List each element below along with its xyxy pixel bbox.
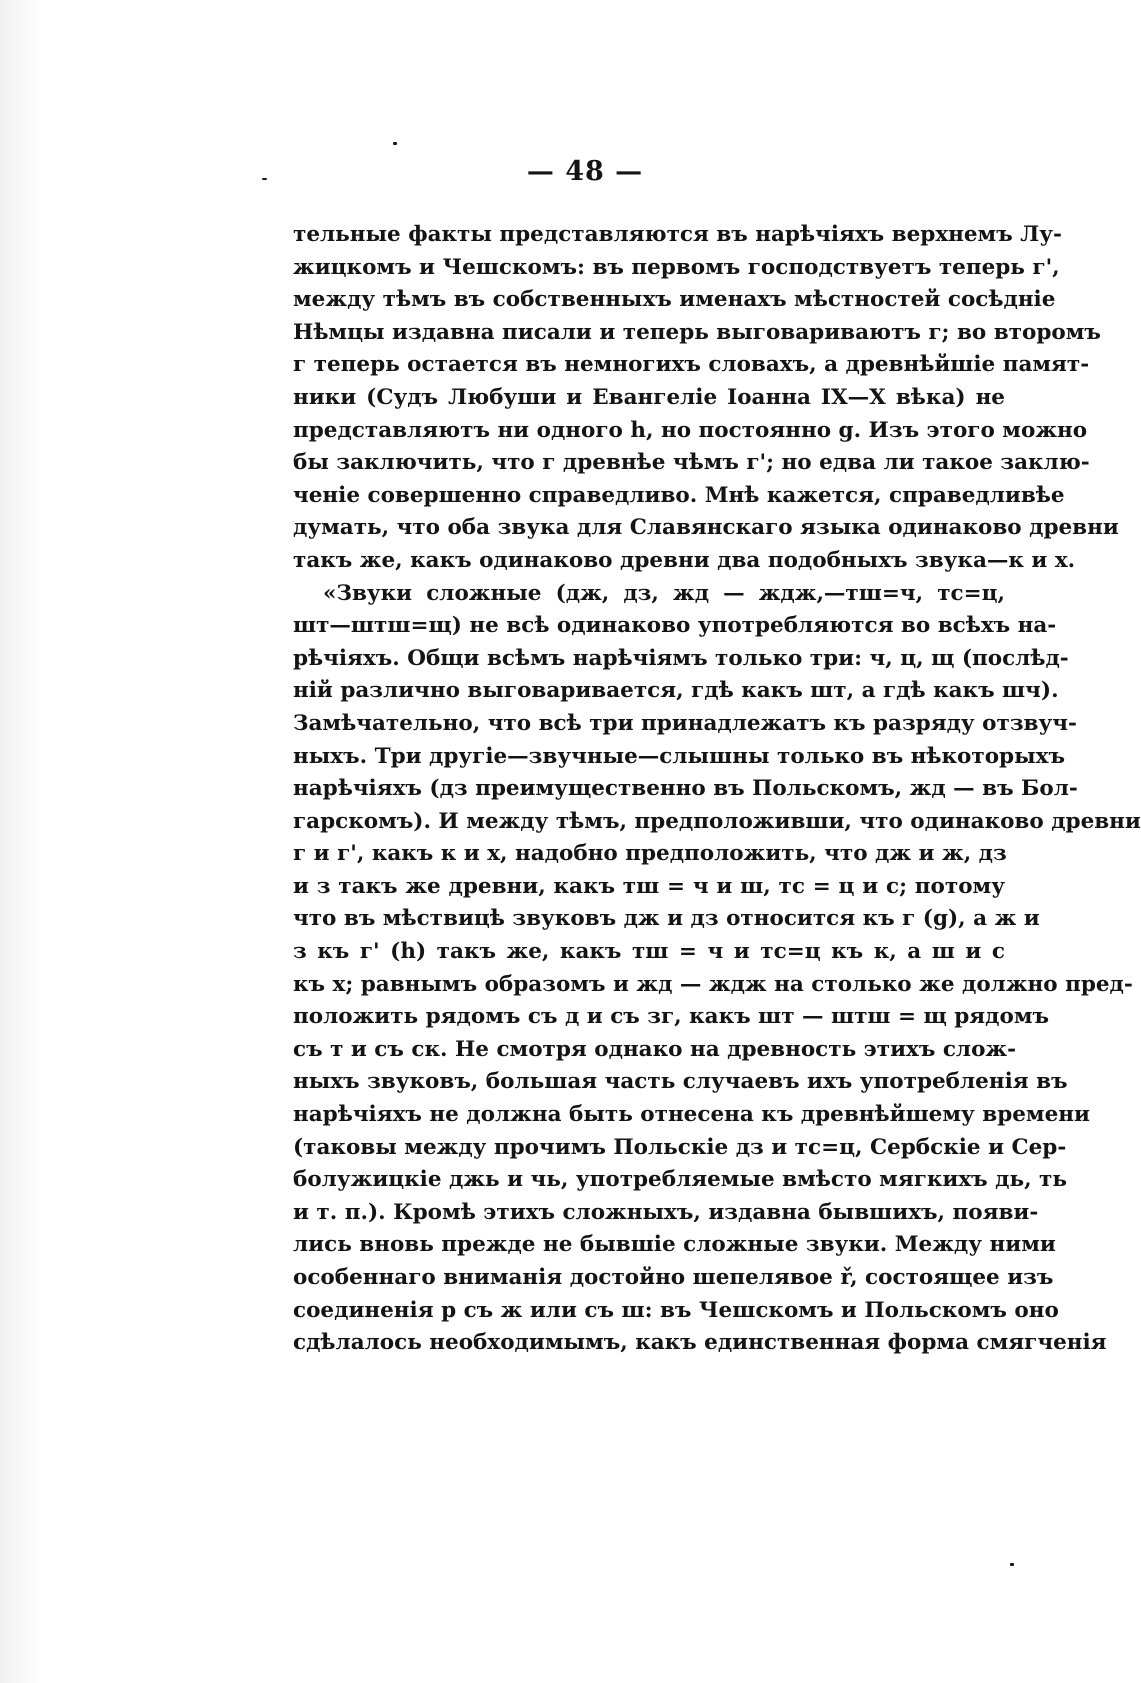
text-line: и з такъ же древни, какъ тш = ч и ш, тс = ц и с; потому bbox=[293, 873, 1005, 899]
text-line: думать, что оба звука для Славянскаго языка одинаково древни bbox=[293, 515, 1119, 541]
text-line: къ х; равнымъ образомъ и жд — ждж на столько же должно пред- bbox=[293, 971, 1133, 997]
text-line: з къ г' (h) такъ же, какъ тш = ч и тс=ц къ к, а ш и с bbox=[293, 939, 1005, 965]
text-line: ники (Судъ Любуши и Евангеліе Іоанна IX—X вѣка) не bbox=[293, 384, 1005, 410]
text-line: что въ мѣствицѣ звуковъ дж и дз относится къ г (g), а ж и bbox=[293, 906, 1040, 932]
text-line: тельные факты представляются въ нарѣчіяхъ верхнемъ Лу- bbox=[293, 222, 1062, 247]
text-line: жицкомъ и Чешскомъ: въ первомъ господствуетъ теперь г', bbox=[293, 254, 1060, 280]
text-line: бы заключить, что г древнѣе чѣмъ г'; но едва ли такое заклю- bbox=[293, 450, 1090, 476]
text-line: г и г', какъ к и х, надобно предположить, что дж и ж, дз bbox=[293, 841, 1007, 867]
text-line: нарѣчіяхъ не должна быть отнесена къ древнѣйшему времени bbox=[293, 1102, 1090, 1128]
text-line: и т. п.). Кромѣ этихъ сложныхъ, издавна бывшихъ, появи- bbox=[293, 1199, 1039, 1225]
page-number: — 48 — bbox=[526, 156, 644, 187]
text-line: (таковы между прочимъ Польскіе дз и тс=ц, Сербскіе и Сер- bbox=[293, 1134, 1067, 1160]
text-line-paragraph-end: такъ же, какъ одинаково древни два подобныхъ звука—к и х. bbox=[293, 547, 1076, 573]
text-line: положить рядомъ съ д и съ зг, какъ шт — штш = щ рядомъ bbox=[293, 1004, 1050, 1030]
text-line: лись вновь прежде не бывшіе сложные звуки. Между ними bbox=[293, 1232, 1056, 1258]
text-line: рѣчіяхъ. Общи всѣмъ нарѣчіямъ только три: ч, ц, щ (послѣд- bbox=[293, 645, 1069, 671]
text-line: болужицкіе джь и чь, употребляемые вмѣсто мягкихъ дь, ть bbox=[293, 1167, 1067, 1193]
text-line: особеннаго вниманія достойно шепелявое ř, состоящее изъ bbox=[293, 1265, 1054, 1290]
text-line: сдѣлалось необходимымъ, какъ единственная форма смягченія bbox=[293, 1330, 1107, 1356]
text-line: ній различно выговаривается, гдѣ какъ шт, а гдѣ какъ шч). bbox=[293, 678, 1059, 704]
text-line: нарѣчіяхъ (дз преимущественно въ Польскомъ, жд — въ Бол- bbox=[293, 776, 1078, 802]
text-line: г теперь остается въ немногихъ словахъ, а древнѣйшіе памят- bbox=[293, 352, 1090, 378]
text-line: соединенія р съ ж или съ ш: въ Чешскомъ и Польскомъ оно bbox=[293, 1297, 1059, 1323]
ink-speck bbox=[1010, 1563, 1014, 1566]
text-line: ныхъ звуковъ, большая часть случаевъ ихъ употребленія въ bbox=[293, 1069, 1068, 1095]
text-line: между тѣмъ въ собственныхъ именахъ мѣстностей сосѣдніе bbox=[293, 287, 1056, 313]
text-line: ныхъ. Три другіе—звучные—слышны только въ нѣкоторыхъ bbox=[293, 743, 1065, 769]
text-line: представляютъ ни одного h, но постоянно g. Изъ этого можно bbox=[293, 417, 1088, 443]
body-text bbox=[293, 219, 1141, 1360]
text-line: Замѣчательно, что всѣ три принадлежатъ къ разряду отзвуч- bbox=[293, 710, 1077, 736]
text-line: ченіе совершенно справедливо. Мнѣ кажется, справедливѣе bbox=[293, 482, 1065, 508]
text-line: съ т и съ ск. Не смотря однако на древность этихъ слож- bbox=[293, 1036, 1017, 1062]
text-line: Нѣмцы издавна писали и теперь выговариваютъ г; во второмъ bbox=[293, 319, 1101, 345]
page-edge-shadow bbox=[0, 0, 44, 1683]
ink-speck bbox=[393, 142, 397, 145]
text-line: гарскомъ). И между тѣмъ, предположивши, что одинаково древни bbox=[293, 808, 1141, 834]
text-line: шт—штш=щ) не всѣ одинаково употребляются во всѣхъ на- bbox=[293, 613, 1057, 639]
text-line-paragraph-start: «Звуки сложные (дж, дз, жд — ждж,—тш=ч, тс=ц, bbox=[323, 580, 1005, 606]
